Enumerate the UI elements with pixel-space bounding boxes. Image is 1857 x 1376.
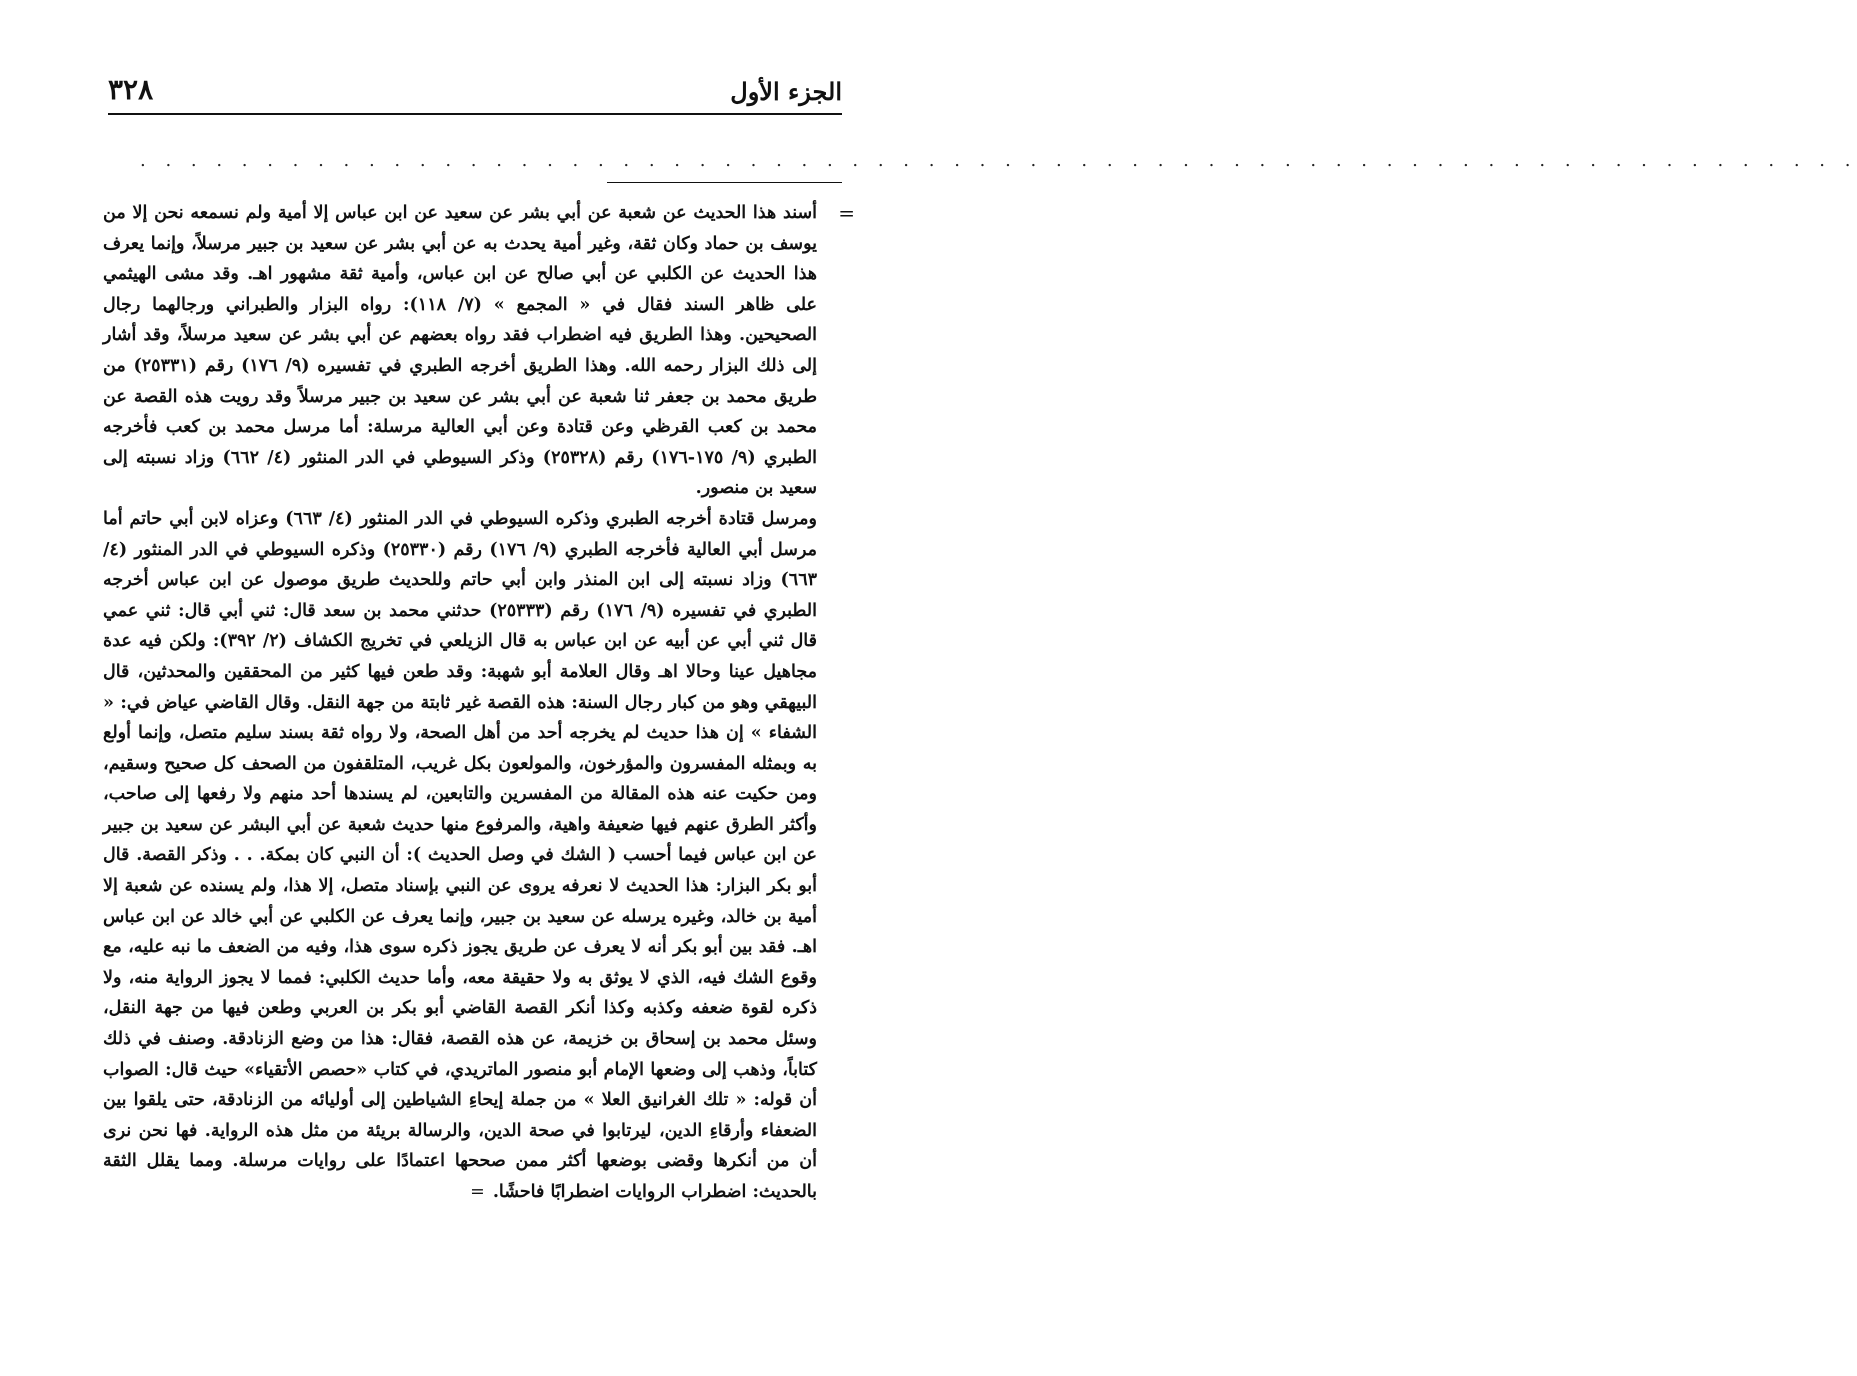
end-continuation-mark: = [470, 1182, 485, 1202]
page-header [108, 70, 842, 106]
header-rule [108, 113, 842, 115]
footnote-paragraph-1: أسند هذا الحديث عن شعبة عن أبي بشر عن سعيد عن ابن عباس إلا أمية ولم نسمعه نحن إلا من يوسف بن حماد وكان ثقة، وغير أمية يحدث به عن أبي بشر عن سعيد بن جبير مرسلاً، وإنما يعرف هذا الحديث عن الكلبي عن أبي صالح عن ابن عباس، وأمية ثقة مشهور اهـ. وقد مشى الهيثمي على ظاهر السند فقال في « المجمع » (٧/ ١١٨): رواه البزار والطبراني ورجالهما رجال الصحيحين. وهذا الطريق فيه اضطراب فقد رواه بعضهم عن أبي بشر عن سعيد مرسلاً، وقد أشار إلى ذلك البزار رحمه الله. وهذا الطريق أخرجه الطبري في تفسيره (٩/ ١٧٦) رقم (٢٥٣٣١) من طريق محمد بن جعفر ثنا شعبة عن أبي بشر عن سعيد بن جبير مرسلاً وقد رويت هذه القصة عن محمد بن كعب القرظي وعن قتادة وعن أبي العالية مرسلة: أما مرسل محمد بن كعب فأخرجه الطبري (٩/ ١٧٥-١٧٦) رقم (٢٥٣٢٨) وذكر السيوطي في الدر المنثور (٤/ ٦٦٢) وزاد نسبته إلى سعيد بن منصور. [103, 203, 818, 499]
dotted-separator: . . . . . . . . . . . . . . . . . . . . . . . . . . . . . . . . . . . . . . . . . . . . . . . . . . . . . . . . . . . . . . . . . . . . [140, 150, 1857, 171]
footnote-paragraph-2-text: ومرسل قتادة أخرجه الطبري وذكره السيوطي في الدر المنثور (٤/ ٦٦٣) وعزاه لابن أبي حاتم أما مرسل أبي العالية فأخرجه الطبري (٩/ ١٧٦) رقم (٢٥٣٣٠) وذكره السيوطي في الدر المنثور (٤/ ٦٦٣) وزاد نسبته إلى ابن المنذر وابن أبي حاتم وللحديث طريق موصول عن ابن عباس أخرجه الطبري في تفسيره (٩/ ١٧٦) رقم (٢٥٣٣٣) حدثني محمد بن سعد قال: ثني أبي قال: ثني عمي قال ثني أبي عن أبيه عن ابن عباس به قال الزيلعي في تخريج الكشاف (٢/ ٣٩٢): ولكن فيه عدة مجاهيل عينا وحالا اهـ وقال العلامة أبو شهبة: وقد طعن فيها كثير من المحققين والمحدثين، قال البيهقي وهو من كبار رجال السنة: هذه القصة غير ثابتة من جهة النقل. وقال القاضي عياض في: « الشفاء » إن هذا حديث لم يخرجه أحد من أهل الصحة، ولا رواه ثقة بسند سليم متصل، وإنما أولع به وبمثله المفسرون والمؤرخون، والمولعون بكل غريب، المتلقفون من الصحف كل صحيح وسقيم، ومن حكيت عنه هذه المقالة من المفسرين والتابعين، لم يسندها أحد منهم ولا رفعها إلى صاحب، وأكثر الطرق عنهم فيها ضعيفة واهية، والمرفوع منها حديث شعبة عن أبي البشر عن سعيد بن جبير عن ابن عباس فيما أحسب ( الشك في وصل الحديث ): أن النبي كان بمكة. . . وذكر القصة. قال أبو بكر البزار: هذا الحديث لا نعرفه يروى عن النبي بإسناد متصل، إلا هذا، ولم يسنده عن شعبة إلا أمية بن خالد، وغيره يرسله عن سعيد بن جبير، وإنما يعرف عن الكلبي عن أبي خالد عن ابن عباس اهـ. فقد بين أبو بكر أنه لا يعرف عن طريق يجوز ذكره سوى هذا، وفيه من الضعف ما نبه عليه، مع وقوع الشك فيه، الذي لا يوثق به ولا حقيقة معه، وأما حديث الكلبي: فمما لا يجوز الرواية منه، ولا ذكره لقوة ضعفه وكذبه وكذا أنكر القصة القاضي أبو بكر بن العربي وطعن فيها من جهة النقل، وسئل محمد بن إسحاق بن خزيمة، عن هذه القصة، فقال: هذا من وضع الزنادقة. وصنف في ذلك كتاباً، وذهب إلى وضعها الإمام أبو منصور الماتريدي، في كتاب «حصص الأتقياء» حيث قال: الصواب أن قوله: « تلك الغرانيق العلا » من جملة إيحاءِ الشياطين إلى أوليائه من الزنادقة، حتى يلقوا بين الضعفاء وأرقاءِ الدين، ليرتابوا في صحة الدين، والرسالة بريئة من مثل هذه الرواية. فها نحن نرى أن من أنكرها وقضى بوضعها أكثر ممن صححها اعتمادًا على روايات مرسلة. ومما يقلل الثقة بالحديث: اضطراب الروايات اضطرابًا فاحشًا. [103, 508, 818, 1202]
footnote-rule [607, 182, 842, 183]
continuation-mark: = [838, 201, 855, 225]
footnote-paragraph-2 [103, 504, 817, 1208]
footnote-text [103, 198, 817, 1208]
running-title: الجزء الأول [730, 77, 842, 106]
page-number: ٣٢٨ [108, 73, 154, 106]
